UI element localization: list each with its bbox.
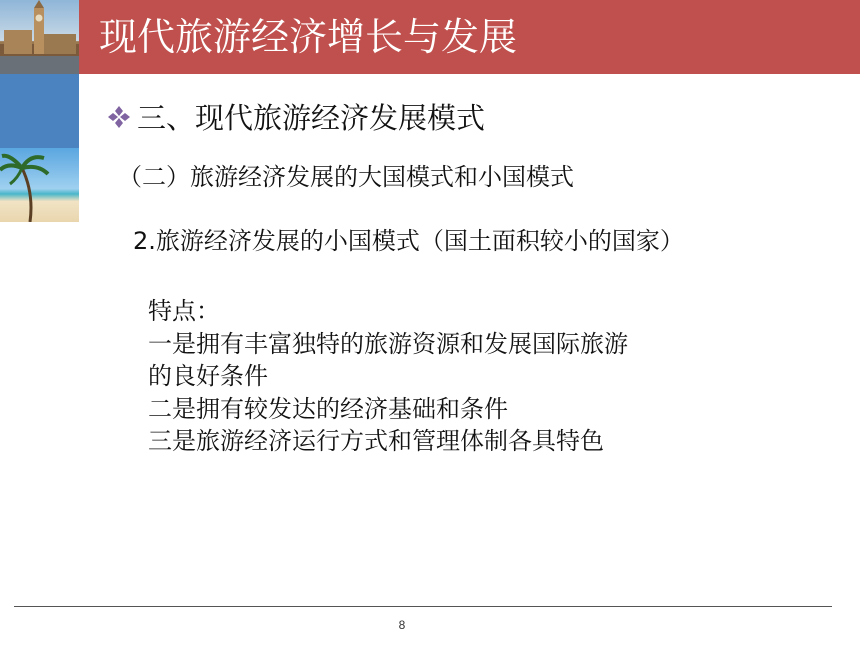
subsection-heading: （二）旅游经济发展的大国模式和小国模式: [118, 163, 574, 191]
palm-beach-photo: [0, 148, 79, 222]
section-heading-row: [107, 96, 485, 137]
section-heading: 三、现代旅游经济发展模式: [137, 101, 486, 135]
blue-panel: [0, 74, 79, 148]
feature-line: 二是拥有较发达的经济基础和条件: [148, 394, 508, 423]
left-decorative-strip: [0, 0, 79, 222]
four-diamond-bullet-icon: [107, 105, 131, 129]
feature-line: 三是旅游经济运行方式和管理体制各具特色: [148, 427, 604, 455]
footer-divider: [14, 606, 832, 607]
page-title: 现代旅游经济增长与发展: [99, 15, 518, 59]
feature-line: 的良好条件: [148, 362, 268, 390]
big-ben-photo: [0, 0, 79, 74]
item-heading: 2.旅游经济发展的小国模式（国土面积较小的国家）: [133, 227, 684, 255]
title-bar: [79, 0, 860, 74]
page-number: 8: [398, 618, 406, 632]
features-text-block: [148, 295, 628, 458]
features-label: 特点：: [148, 297, 220, 325]
feature-line: 一是拥有丰富独特的旅游资源和发展国际旅游: [148, 329, 628, 358]
